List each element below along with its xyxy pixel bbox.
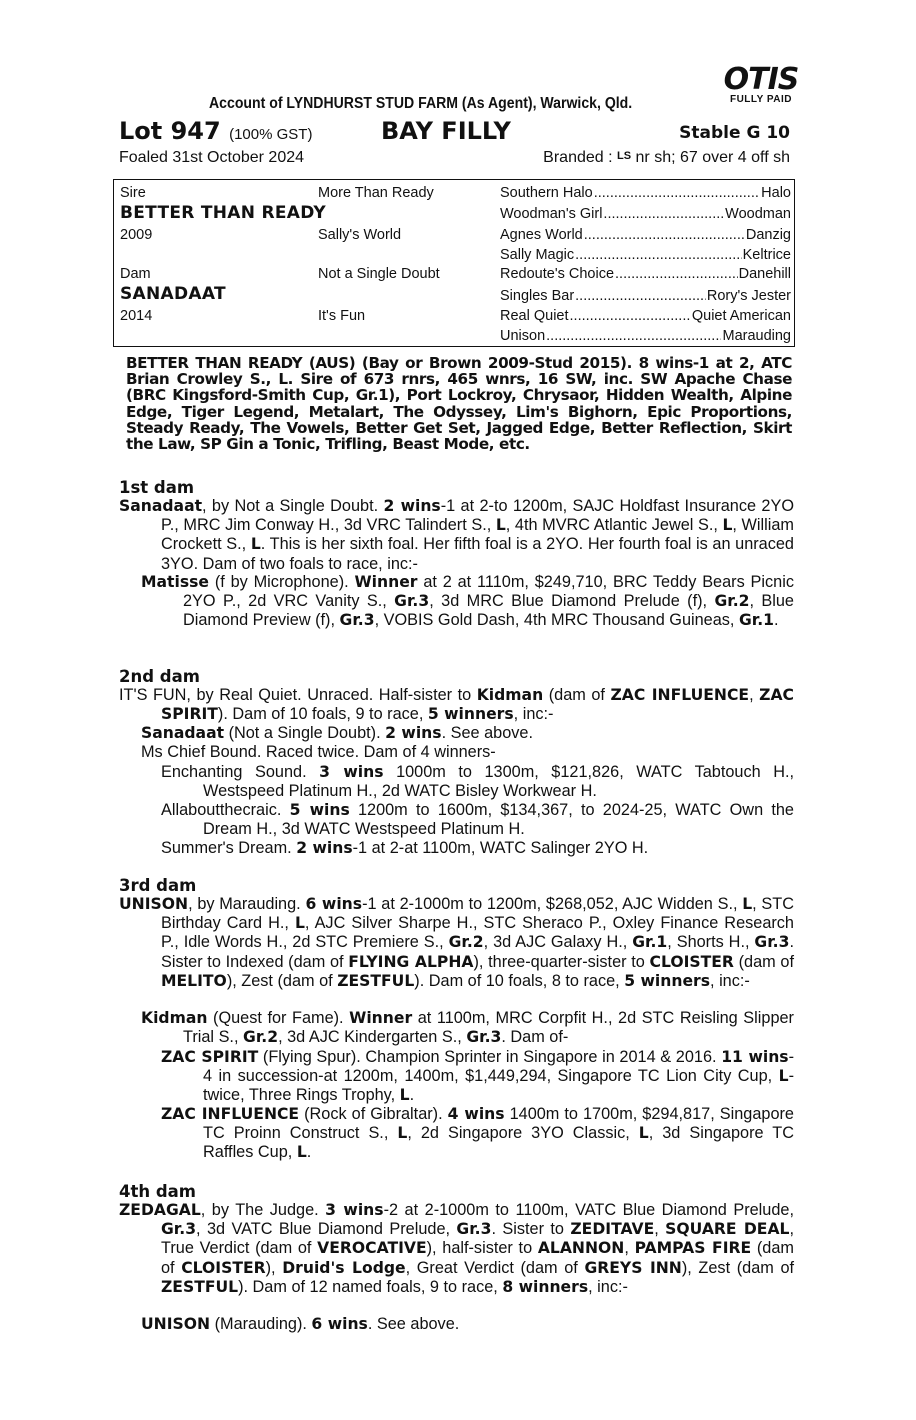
sire-name: BETTER THAN READY	[120, 203, 327, 223]
emphasis-text: Kidman	[141, 1009, 208, 1027]
body-text: , 3d VATC Blue Diamond Prelude,	[196, 1220, 457, 1239]
body-text: Summer's Dream.	[161, 839, 297, 857]
emphasis-text: ZEDITAVE	[570, 1220, 655, 1239]
foaled-date: Foaled 31st October 2024	[119, 149, 305, 166]
emphasis-text: Gr.1	[632, 933, 668, 952]
body-text: ,	[749, 686, 760, 704]
body-text: -4 in succession-at 1200m, 1400m, $1,449,294, Singapore TC Lion City Cup,	[203, 1048, 794, 1086]
dam-entry	[119, 895, 794, 991]
body-text: , 3d AJC Galaxy H.,	[483, 933, 633, 952]
emphasis-text: Gr.3	[754, 933, 790, 952]
emphasis-text: L	[250, 535, 261, 554]
emphasis-text: ZESTFUL	[337, 971, 415, 990]
emphasis-text: 5 wins	[289, 801, 350, 819]
progeny-entry	[141, 573, 794, 631]
body-text: ,	[624, 1239, 635, 1258]
lot-label: Lot 947	[119, 117, 221, 145]
g3-sire: Quiet American	[691, 308, 791, 324]
body-text: 1200m to 1600m, $134,367, to 2024-25, WATC Own the Dream H., 3d WATC Westspeed Platinum H.	[203, 801, 794, 839]
body-text: IT'S FUN, by Real Quiet. Unraced. Half-sister to	[119, 686, 477, 704]
body-text: , by The Judge.	[200, 1201, 326, 1219]
g3-sire: Halo	[761, 185, 791, 201]
body-text: . Sister to Indexed (dam of	[161, 933, 794, 971]
body-text: 1000m to 1300m, $121,826, WATC Tabtouch H., Westspeed Platinum H., 2d WATC Bisley Workwear H.	[203, 763, 795, 801]
emphasis-text: CLOISTER	[649, 952, 734, 971]
emphasis-text: SQUARE DEAL	[665, 1220, 790, 1239]
body-text: , 2d Singapore 3YO Classic,	[407, 1124, 639, 1143]
body-text: ). Dam of 12 named foals, 9 to race,	[238, 1277, 503, 1296]
body-text: -1 at 2-to 1200m, SAJC Holdfast Insurance 2YO P., MRC Jim Conway H., 3d VRC Talindert S.,	[161, 497, 794, 535]
emphasis-text: 6 wins	[311, 1315, 368, 1333]
body-text: ),	[265, 1258, 283, 1277]
dam-name: SANADAAT	[120, 284, 226, 304]
body-text: ). Dam of 10 foals, 9 to race,	[217, 705, 428, 724]
progeny-entry	[141, 743, 794, 762]
body-text: , Blue Diamond Preview (f),	[183, 592, 794, 630]
emphasis-text: Sanadaat	[119, 497, 203, 515]
emphasis-text: L	[495, 516, 506, 535]
emphasis-text: MELITO	[161, 971, 227, 990]
emphasis-text: L	[397, 1124, 408, 1143]
body-text: , inc:-	[513, 705, 554, 724]
body-text: , by Marauding.	[188, 895, 306, 913]
g3-name: Agnes World	[500, 227, 583, 243]
emphasis-text: FLYING ALPHA	[348, 952, 474, 971]
dam-year: 2014	[120, 308, 153, 324]
g2-sire-sire: More Than Ready	[318, 185, 434, 201]
progeny-entry	[141, 724, 794, 743]
body-text: (dam of	[161, 1239, 794, 1277]
emphasis-text: 4 wins	[447, 1105, 505, 1123]
sire-label: Sire	[120, 185, 146, 201]
otis-logo	[719, 62, 803, 106]
g3-sire: Rory's Jester	[706, 288, 791, 304]
stable-label: Stable G 10	[679, 123, 790, 143]
progeny-entry	[141, 1315, 794, 1334]
emphasis-text: ZEDAGAL	[119, 1201, 201, 1219]
progeny-entry	[161, 763, 794, 801]
emphasis-text: L	[638, 1124, 649, 1143]
g3-sire: Woodman	[725, 206, 791, 222]
body-text: (dam of	[733, 952, 794, 971]
g3-row	[500, 288, 791, 305]
lot-number	[119, 117, 312, 145]
body-text: (Rock of Gibraltar).	[299, 1105, 448, 1123]
emphasis-text: Gr.3	[161, 1220, 197, 1239]
g3-name: Unison	[500, 328, 546, 344]
g3-name: Southern Halo	[500, 185, 593, 201]
dam-entry	[119, 686, 794, 724]
emphasis-text: L	[778, 1067, 789, 1086]
emphasis-text: UNISON	[119, 895, 189, 913]
emphasis-text: 2 wins	[385, 724, 442, 742]
emphasis-text: ZAC SPIRIT	[161, 686, 794, 724]
body-text: , 3d Singapore TC Raffles Cup,	[203, 1124, 794, 1162]
body-text: , True Verdict (dam of	[161, 1220, 794, 1258]
emphasis-text: L	[399, 1086, 410, 1105]
progeny-entry	[161, 801, 794, 839]
g3-row	[500, 185, 791, 202]
body-text: , Shorts H.,	[667, 933, 755, 952]
dam-entry	[119, 497, 794, 574]
body-text: . Dam of-	[501, 1028, 569, 1047]
body-text: , by Not a Single Doubt.	[202, 497, 384, 515]
body-text: Allaboutthecraic.	[161, 801, 290, 819]
body-text: ), half-sister to	[426, 1239, 538, 1258]
progeny-entry	[161, 1048, 794, 1106]
emphasis-text: Winner	[354, 573, 418, 591]
body-text: (Flying Spur). Champion Sprinter in Singapore in 2014 & 2016.	[258, 1048, 722, 1066]
emphasis-text: L	[722, 516, 733, 535]
g2-sire-dam: Sally's World	[318, 227, 402, 243]
body-text: -1 at 2-1000m to 1200m, $268,052, AJC Widden S.,	[362, 895, 743, 913]
body-text: ), Zest (dam of	[226, 971, 338, 990]
emphasis-text: Gr.3	[339, 611, 375, 630]
g3-name: Sally Magic	[500, 247, 575, 263]
body-text: ). Dam of 10 foals, 8 to race,	[414, 971, 625, 990]
emphasis-text: 6 wins	[305, 895, 363, 913]
body-text: Ms Chief Bound. Raced twice. Dam of 4 winners-	[141, 743, 496, 761]
emphasis-text: 2 wins	[383, 497, 441, 515]
dam-label: Dam	[120, 266, 151, 282]
emphasis-text: ZESTFUL	[161, 1277, 239, 1296]
emphasis-text: L	[294, 914, 305, 933]
progeny-entry	[161, 1105, 794, 1163]
gst-label: (100% GST)	[229, 126, 313, 143]
body-text: -2 at 2-1000m to 1100m, VATC Blue Diamond Prelude,	[383, 1201, 794, 1219]
body-text: , VOBIS Gold Dash, 4th MRC Thousand Guineas,	[374, 611, 739, 630]
emphasis-text: 3 wins	[325, 1201, 384, 1219]
body-text: (f by Microphone).	[208, 573, 355, 591]
g3-name: Redoute's Choice	[500, 266, 615, 282]
body-text: (Quest for Fame).	[207, 1009, 350, 1027]
g3-sire: Danehill	[738, 266, 791, 282]
emphasis-text: L	[296, 1143, 307, 1162]
body-text: ), three-quarter-sister to	[473, 952, 650, 971]
emphasis-text: ALANNON	[537, 1239, 625, 1258]
emphasis-text: VEROCATIVE	[317, 1239, 427, 1258]
emphasis-text: PAMPAS FIRE	[634, 1239, 752, 1258]
body-text: , STC Birthday Card H.,	[161, 895, 794, 933]
sire-year: 2009	[120, 227, 153, 243]
body-text: (dam of	[543, 686, 611, 704]
body-text: 1400m to 1700m, $294,817, Singapore TC Proinn Construct S.,	[203, 1105, 794, 1143]
body-text: .	[409, 1086, 415, 1105]
body-text: -1 at 2-at 1100m, WATC Salinger 2YO H.	[352, 839, 649, 857]
emphasis-text: 11 wins	[721, 1048, 789, 1066]
g3-row	[500, 247, 791, 264]
body-text: . See above.	[441, 724, 533, 742]
brand-mark-icon: LS	[617, 150, 632, 162]
sire-summary: BETTER THAN READY (AUS) (Bay or Brown 2009-Stud 2015). 8 wins-1 at 2, ATC Brian Crowley S., L. Sire of 673 rnrs, 465 wnrs, 16 SW, inc. SW Apache Chase (BRC Kingsford-Smith Cup, Gr.1), Port Lockroy, Chrysaor, Hidden Wealth, Alpine Edge, Tiger Legend, Metalart, The Odyssey, Lim's Bighorn, Epic Proportions, Steady Ready, The Vowels, Better Get Set, Jagged Edge, Better Reflection, Skirt the Law, SP Gin a Tonic, Trifling, Beast Mode, etc.	[126, 354, 792, 454]
emphasis-text: ZAC INFLUENCE	[161, 1105, 300, 1123]
emphasis-text: Matisse	[141, 573, 209, 591]
body-text: at 2 at 1110m, $249,710, BRC Teddy Bears Picnic 2YO P., 2d VRC Vanity S.,	[183, 573, 794, 611]
section-heading-3rd-dam: 3rd dam	[119, 876, 197, 895]
brand-info	[543, 149, 790, 167]
g2-dam-dam: It's Fun	[318, 308, 366, 324]
body-text: , inc:-	[588, 1277, 628, 1296]
body-text: .	[306, 1143, 312, 1162]
emphasis-text: GREYS INN	[584, 1258, 682, 1277]
emphasis-text: Winner	[349, 1009, 413, 1027]
section-heading-1st-dam: 1st dam	[119, 478, 195, 497]
emphasis-text: 5 winners	[427, 705, 514, 724]
g3-row	[500, 308, 791, 325]
emphasis-text: Sanadaat	[141, 724, 225, 742]
body-text: -twice, Three Rings Trophy,	[203, 1067, 794, 1105]
emphasis-text: UNISON	[141, 1315, 211, 1333]
body-text: ,	[654, 1220, 666, 1239]
body-text: (Marauding).	[210, 1315, 312, 1333]
emphasis-text: 3 wins	[319, 763, 384, 781]
body-text: , inc:-	[710, 971, 750, 990]
g3-row	[500, 227, 791, 244]
emphasis-text: ZAC INFLUENCE	[610, 686, 750, 704]
fully-paid-label: FULLY PAID	[729, 94, 793, 105]
otis-logo-text: OTIS	[723, 62, 799, 97]
body-text: . Sister to	[491, 1220, 571, 1239]
g3-row	[500, 206, 791, 223]
g3-row	[500, 328, 791, 345]
body-text: .	[774, 611, 779, 630]
emphasis-text: Gr.2	[243, 1028, 279, 1047]
emphasis-text: Druid's Lodge	[282, 1258, 406, 1277]
vendor-line: Account of LYNDHURST STUD FARM (As Agent), Warwick, Qld.	[209, 95, 633, 112]
emphasis-text: Gr.3	[394, 592, 430, 611]
emphasis-text: 8 winners	[502, 1277, 589, 1296]
g3-sire: Marauding	[722, 328, 791, 344]
body-text: . See above.	[367, 1315, 460, 1333]
body-text: , 4th MVRC Atlantic Jewel S.,	[505, 516, 723, 535]
emphasis-text: 2 wins	[296, 839, 353, 857]
progeny-entry	[141, 1009, 794, 1047]
pedigree-table	[113, 179, 795, 347]
emphasis-text: Gr.2	[448, 933, 484, 952]
body-text: at 1100m, MRC Corpfit H., 2d STC Reisling Slipper Trial S.,	[183, 1009, 794, 1047]
brand-prefix: Branded :	[543, 149, 613, 166]
g3-name: Woodman's Girl	[500, 206, 603, 222]
body-text: Enchanting Sound.	[161, 763, 320, 781]
g3-sire: Keltrice	[742, 247, 791, 263]
body-text: , Great Verdict (dam of	[405, 1258, 585, 1277]
emphasis-text: L	[742, 895, 753, 913]
emphasis-text: Gr.3	[456, 1220, 492, 1239]
emphasis-text: Gr.3	[466, 1028, 502, 1047]
body-text: . This is her sixth foal. Her fifth foal is a 2YO. Her fourth foal is an unraced 3YO. Dam of two foals to race, inc:-	[161, 535, 794, 573]
progeny-entry	[161, 839, 794, 858]
body-text: , William Crockett S.,	[161, 516, 794, 554]
dam-entry	[119, 1201, 794, 1297]
emphasis-text: Kidman	[476, 686, 544, 704]
body-text: , AJC Silver Sharpe H., STC Sheraco P., Oxley Finance Research P., Idle Words H., 2d STC Premiere S.,	[161, 914, 794, 952]
body-text: (Not a Single Doubt).	[224, 724, 386, 742]
emphasis-text: ZAC SPIRIT	[161, 1048, 259, 1066]
emphasis-text: Gr.2	[714, 592, 750, 611]
g3-name: Real Quiet	[500, 308, 569, 324]
brand-suffix: nr sh; 67 over 4 off sh	[635, 149, 790, 166]
body-text: ), Zest (dam of	[681, 1258, 795, 1277]
body-text: , 3d MRC Blue Diamond Prelude (f),	[429, 592, 715, 611]
g3-sire: Danzig	[745, 227, 791, 243]
emphasis-text: CLOISTER	[181, 1258, 266, 1277]
emphasis-text: 5 winners	[624, 971, 711, 990]
horse-description: BAY FILLY	[381, 117, 511, 145]
section-heading-4th-dam: 4th dam	[119, 1182, 196, 1201]
g3-row	[500, 266, 791, 283]
emphasis-text: Gr.1	[738, 611, 775, 630]
section-heading-2nd-dam: 2nd dam	[119, 667, 200, 686]
body-text: , 3d AJC Kindergarten S.,	[278, 1028, 467, 1047]
g3-name: Singles Bar	[500, 288, 575, 304]
g2-dam-sire: Not a Single Doubt	[318, 266, 440, 282]
